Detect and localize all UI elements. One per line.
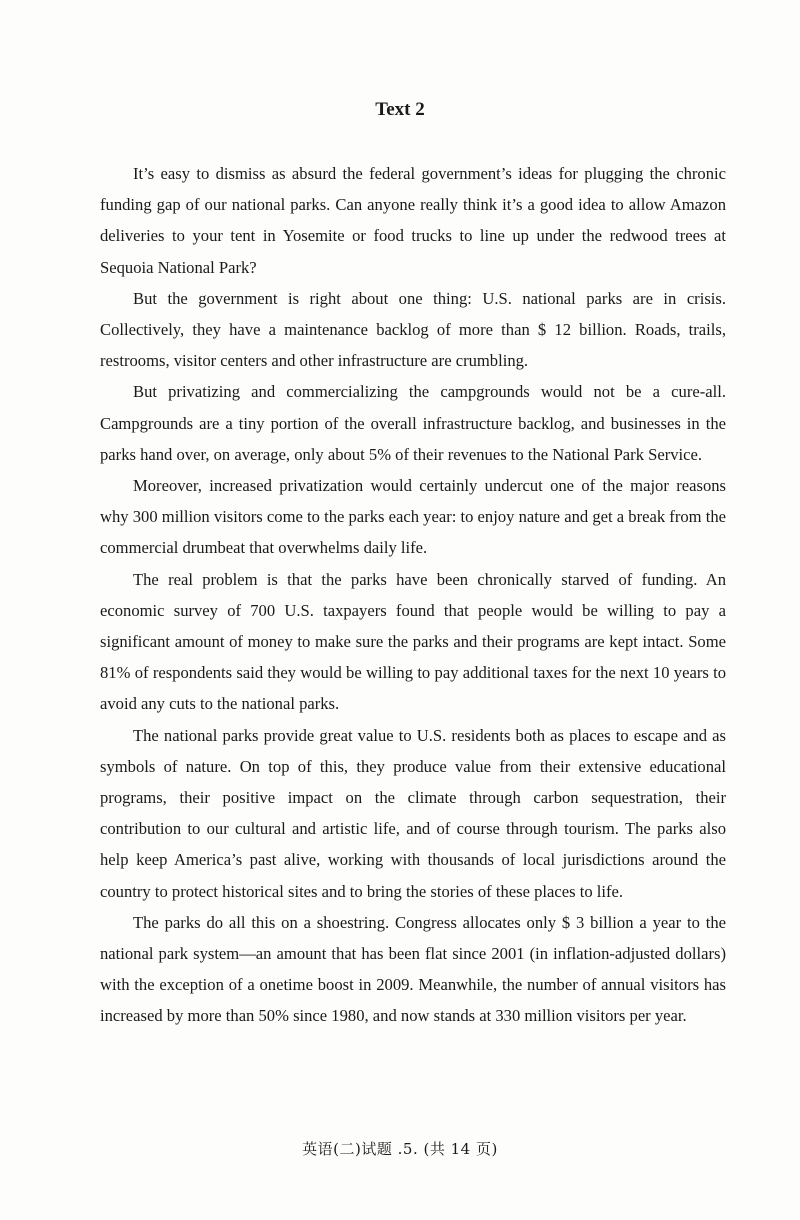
paragraph-5: The real problem is that the parks have been chronically starved of funding. An economic survey of 700 U.S. taxpayers found that people would be willing to pay a significant amount of money to make sure the parks and their programs are kept intact. Some 81% of respondents said they would be willing to pay additional taxes for the next 10 years to avoid any cuts to the national parks. [100, 569, 726, 714]
paragraph-2: But the government is right about one thing: U.S. national parks are in crisis. Collectively, they have a maintenance backlog of more than $ 12 billion. Roads, trails, restrooms, visitor centers and other infrastructure are crumbling. [100, 288, 726, 371]
paragraph-7: The parks do all this on a shoestring. Congress allocates only $ 3 billion a year to the national park system—an amount that has been flat since 2001 (in inflation-adjusted dollars) with the exception of a onetime boost in 2009. Meanwhile, the number of annual visitors has increased by more than 50% since 1980, and now stands at 330 million visitors per year. [100, 912, 726, 1026]
paragraph-6: The national parks provide great value to U.S. residents both as places to escape and as symbols of nature. On top of this, they produce value from their extensive educational programs, their positive impact on the climate through carbon sequestration, their contribution to our cultural and artistic life, and of course through tourism. The parks also help keep America’s past alive, working with thousands of local jurisdictions around the country to protect historical sites and to bring the stories of these places to life. [100, 725, 726, 901]
paragraph-3: But privatizing and commercializing the campgrounds would not be a cure-all. Campgrounds are a tiny portion of the overall infrastructure backlog, and businesses in the parks hand over, on average, only about 5% of their revenues to the National Park Service. [100, 382, 726, 464]
paragraph-4: Moreover, increased privatization would certainly undercut one of the major reasons why 300 million visitors come to the parks each year: to enjoy nature and get a break from the commercial drumbeat that overwhelms daily life. [100, 476, 726, 558]
article-body [100, 158, 726, 1032]
page-footer: 英语(二)试题 .5. (共 14 页) [302, 1140, 498, 1158]
paragraph-1: It’s easy to dismiss as absurd the federal government’s ideas for plugging the chronic funding gap of our national parks. Can anyone really think it’s a good idea to allow Amazon deliveries to your tent in Yosemite or food trucks to line up under the redwood trees at Sequoia National Park? [100, 164, 726, 277]
page-title: Text 2 [375, 99, 425, 120]
